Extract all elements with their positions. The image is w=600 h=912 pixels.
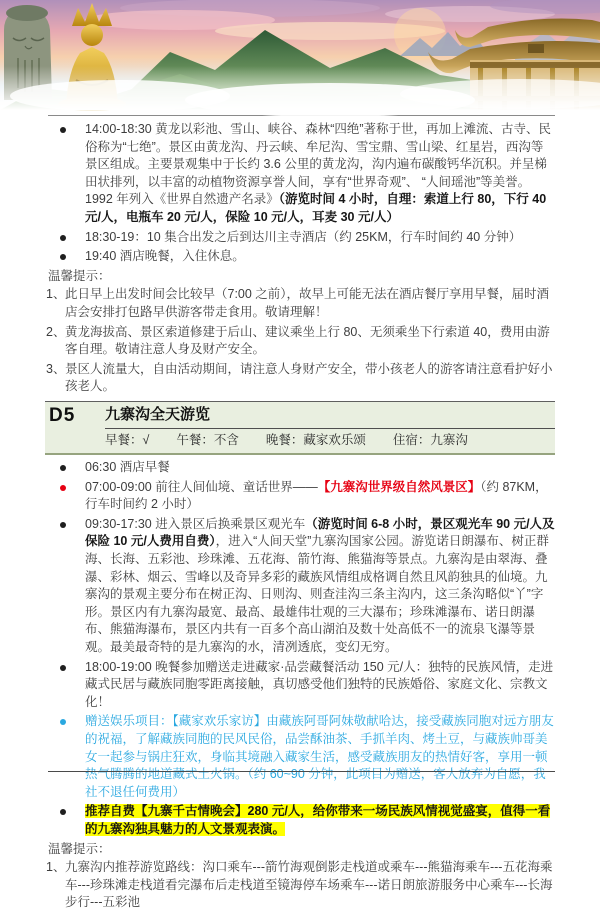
banner-illustration bbox=[0, 0, 600, 110]
day-header-d5 bbox=[45, 401, 555, 455]
itinerary-item-transfer-hotel bbox=[45, 229, 555, 247]
meal-dinner: 晚餐：藏家欢乐颂 bbox=[265, 432, 366, 447]
itinerary-item-depart-jiuzhaigou bbox=[45, 479, 555, 514]
itinerary-item-hotel-dinner bbox=[45, 248, 555, 266]
itinerary-text: 19:40 酒店晚餐，入住休息。 bbox=[85, 249, 245, 264]
meal-breakfast: 早餐：√ bbox=[105, 432, 150, 447]
itinerary-item-recommended-show bbox=[45, 803, 555, 838]
itinerary-text-blue: 赠送娱乐项目：【藏家欢乐家访】由藏族阿哥阿妹敬献哈达，接受藏族同胞对远方朋友的祝福，了解藏族同胞的民风民俗，品尝酥油茶、手抓羊肉、烤土豆，与藏族帅哥美女一起参与锅庄狂欢，身临其境融入藏家生活，感受藏族朋友的热情好客，享用一顿热气腾腾的地道藏式土火锅。（约 60~90 分钟，此项目为赠送，客人放弃为自愿，我社不退任何费用） bbox=[85, 714, 554, 799]
itinerary-text: 18:00-19:00 晚餐参加赠送走进藏家·品尝藏餐活动 150 元/人：独特的民族风情，走进藏式民居与藏族同胞零距离接触，真切感受他们独特的民族婚俗、家庭文化、宗教文化！ bbox=[85, 659, 554, 709]
day-info-cell bbox=[105, 405, 555, 453]
tips-title: 温馨提示： bbox=[48, 841, 111, 856]
blue-bullet-icon bbox=[60, 719, 66, 725]
itinerary-text-red: 【九寨沟世界级自然风景区】 bbox=[317, 479, 481, 494]
bullet-icon bbox=[60, 522, 66, 528]
itinerary-item-breakfast bbox=[45, 459, 555, 477]
itinerary-text: 18:30-19：10 集合出发之后到达川主寺酒店（约 25KM，行车时间约 40 分钟） bbox=[85, 229, 522, 244]
tip-item bbox=[45, 324, 555, 359]
tip-number: 1、 bbox=[46, 860, 66, 875]
bullet-icon bbox=[60, 809, 66, 815]
huanglong-itinerary-list bbox=[45, 121, 555, 266]
footer-divider bbox=[48, 771, 555, 772]
tip-text: 景区人流量大，自由活动期间，请注意人身财产安全，带小孩老人的游客请注意看护好小孩老人。 bbox=[65, 361, 553, 394]
tip-text: 九寨沟内推荐游览路线：沟口乘车---箭竹海观倒影走栈道或乘车---熊猫海乘车---五花海乘车---珍珠滩走栈道看完瀑布后走栈道至镜海停车场乘车---诺日朗旅游服务中心乘车---长海步行---五彩池 bbox=[65, 860, 553, 910]
day-code: D5 bbox=[49, 404, 76, 426]
page-content bbox=[0, 121, 600, 912]
red-bullet-icon bbox=[60, 485, 66, 491]
tips-title: 温馨提示： bbox=[48, 268, 111, 283]
itinerary-text: ，进入“人间天堂”九寨沟国家公园。游览诺日朗瀑布、树正群海、长海、五彩池、珍珠滩、五花海、箭竹海、熊猫海等景点。九寨沟是由翠海、叠瀑、彩林、烟云、雪峰以及奇异多彩的藏族风情组成格调自然且风韵独具的仙境。九寨沟的景观主要分布在树正沟、日则沟、则查洼沟三条主沟内，这三条沟略似“丫”字形。景区内有九寨沟最宽、最高、最雄伟壮观的三大瀑布；珍珠滩瀑布、诺日朗瀑布、熊猫海瀑布，景区内共有一百多个高山湖泊及数十处高低不一的流泉飞瀑等景观。最美最奇特的是九寨沟的水，清冽透底，变幻无穷。 bbox=[85, 534, 549, 655]
itinerary-text-bold: （游览时间 6-8 小时，景区观光车 90 元/人及保险 10 元/人费用自费） bbox=[85, 516, 555, 549]
itinerary-text: 07:00-09:00 前往人间仙境、童话世界—— bbox=[85, 479, 318, 494]
bullet-icon bbox=[60, 127, 66, 133]
itinerary-text: 14:00-18:30 黄龙以彩池、雪山、峡谷、森林“四绝”著称于世，再加上滩流、古寺、民俗称为“七绝”。景区由黄龙沟、丹云峡、牟尼沟、雪宝鼎、雪山梁、红星岩，西沟等景区组成。主要景观集中于长约 3.6 公里的黄龙沟，沟内遍布碳酸钙华沉积。并呈梯田状排列，以丰富的动植物资源享誉人间，享有“世界奇观”、 “人间瑶池”等美誉。1992 年列入《世界自然遗产名录》 bbox=[85, 122, 552, 207]
tip-item bbox=[45, 361, 555, 396]
itinerary-item-park-tour bbox=[45, 516, 555, 657]
tip-text: 黄龙海拔高、景区索道修建于后山、建议乘坐上行 80、无须乘坐下行索道 40，费用由游客自理。敬请注意人身及财产安全。 bbox=[65, 324, 550, 357]
itinerary-text: （约 87KM，行车时间约 2 小时） bbox=[85, 479, 548, 512]
header-banner-image bbox=[0, 0, 600, 110]
itinerary-text-bold: （游览时间 4 小时，自理：索道上行 80，下行 40 元/人，电瓶车 20 元/人，保险 10 元/人，耳麦 30 元/人） bbox=[85, 192, 547, 224]
day-meals-row bbox=[105, 429, 555, 454]
meal-stay: 住宿：九寨沟 bbox=[392, 432, 468, 447]
itinerary-item-huanglong-tour bbox=[45, 121, 555, 227]
meal-lunch: 午餐：不含 bbox=[176, 432, 239, 447]
tip-item bbox=[45, 859, 555, 912]
bullet-icon bbox=[60, 665, 66, 671]
day-code-cell bbox=[45, 405, 105, 453]
itinerary-text-highlighted: 推荐自费【九寨千古情晚会】280 元/人，给你带来一场民族风情视觉盛宴，值得一看的九寨沟独具魅力的人文景观表演。 bbox=[85, 804, 551, 836]
tip-number: 2、 bbox=[46, 324, 66, 339]
tip-number: 1、 bbox=[46, 287, 66, 302]
tip-number: 3、 bbox=[46, 361, 66, 376]
bullet-icon bbox=[60, 465, 66, 471]
bullet-icon bbox=[60, 254, 66, 260]
itinerary-item-free-entertainment bbox=[45, 713, 555, 801]
jiuzhaigou-itinerary-list bbox=[45, 459, 555, 838]
jiuzhaigou-tips-list bbox=[45, 859, 555, 912]
bullet-icon bbox=[60, 235, 66, 241]
huanglong-tips-list bbox=[45, 286, 555, 396]
itinerary-text: 06:30 酒店早餐 bbox=[85, 460, 170, 475]
itinerary-text: 09:30-17:30 进入景区后换乘景区观光车 bbox=[85, 516, 306, 531]
day-title: 九寨沟全天游览 bbox=[105, 405, 555, 429]
tip-text: 此日早上出发时间会比较早（7:00 之前），故早上可能无法在酒店餐厅享用早餐，届时酒店会安排打包路早供游客带走食用。敬请理解！ bbox=[65, 287, 550, 319]
tip-item bbox=[45, 286, 555, 321]
itinerary-item-tibetan-dinner bbox=[45, 659, 555, 712]
